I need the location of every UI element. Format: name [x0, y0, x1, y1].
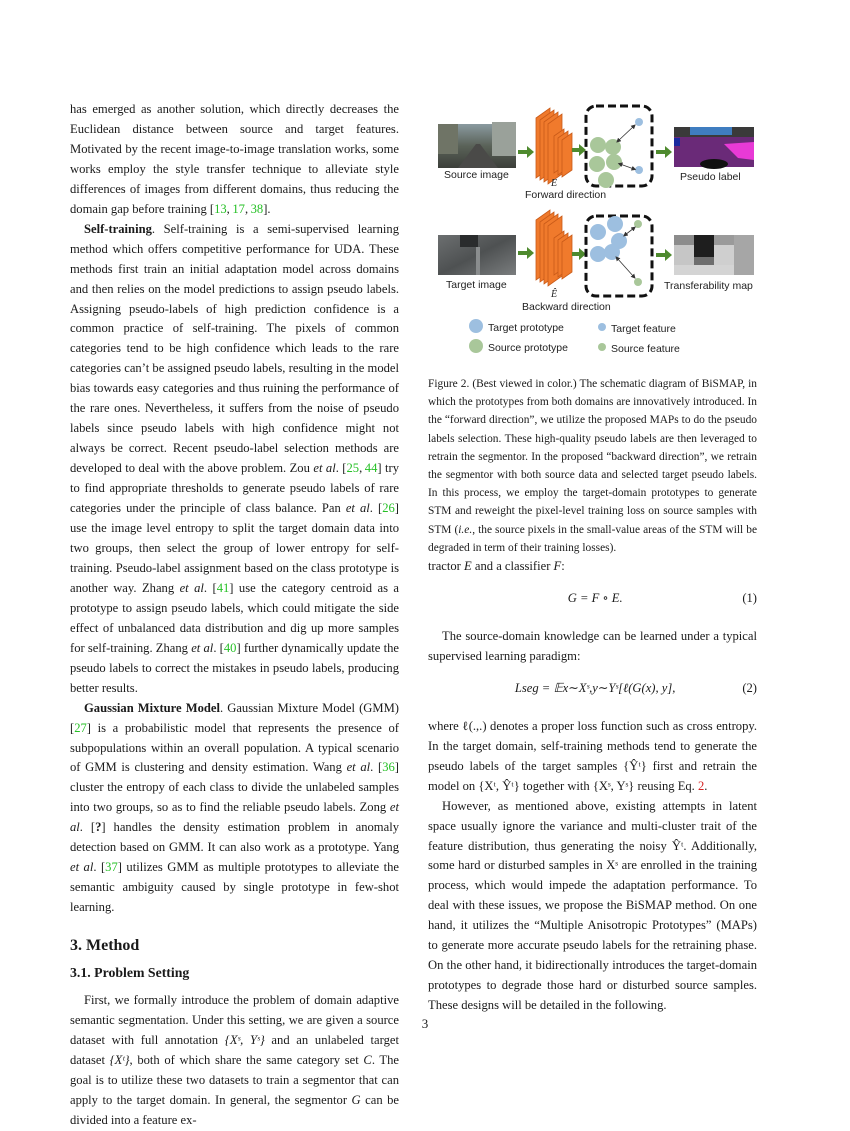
figure-2-diagram [428, 100, 757, 370]
citation-link[interactable]: 44 [364, 461, 378, 476]
transferability-map-thumbnail [674, 235, 754, 275]
citation-link[interactable]: 13 [214, 201, 227, 216]
equation-number: (1) [742, 590, 757, 605]
paragraph-gmm: Gaussian Mixture Model. Gaussian Mixture Model (GMM) [27] is a probabilistic model that represents the presence of subpopulations within an overall population. A typical scenario of GMM is clustering and density estimation. Wang et al. [36] cluster the entropy of each class to divide the unlabeled samples into two groups, so as to find the reliable pseudo labels. Zong et al. [?] handles the density estimation problem in anomaly detection based on GMM. It can also work as a prototype. Yang et al. [37] utilizes GMM as multiple prototypes to alleviate the semantic ambiguity caused by single prototype in few-shot learning. [70, 700, 399, 915]
citation-link[interactable]: 25 [346, 461, 360, 476]
right-column [428, 100, 757, 1016]
encoder-hat-label: Ê [551, 289, 558, 300]
source-image-label: Source image [444, 169, 509, 181]
paragraph-source-knowledge: The source-domain knowledge can be learned under a typical supervised learning paradigm: [428, 628, 757, 663]
paragraph-heading: Gaussian Mixture Model [84, 700, 220, 715]
equation-2 [428, 679, 757, 699]
bismap-schematic [428, 100, 768, 370]
paragraph-tractor: tractor E and a classifier F: [428, 559, 565, 574]
missing-citation: ? [95, 820, 102, 835]
legend-source-prototype: Source prototype [488, 342, 568, 354]
legend-source-feature-icon [598, 343, 606, 351]
equation-body: Lseg = 𝔼x∼Xˢ,y∼Yˢ[ℓ(G(x), y], [514, 680, 676, 695]
encoder-forward-icon [536, 108, 572, 184]
legend-target-prototype-icon [469, 319, 483, 333]
section-title: 3. Method [70, 937, 140, 955]
legend-target-feature: Target feature [611, 323, 676, 335]
paragraph-self-training: Self-training. Self-training is a semi-supervised learning method which offers competitive performance for UDA. These methods first train an initial adaptation model across domains and then relies on the model predictions to assign pseudo labels. Assigning pseudo-labels of high prediction confidence is a common practice of self-training. The pixels of common categories tend to be high confidence which leads to the rare categories can’t be assigned pseudo labels, resulting in the model bias towards easy categories and thus ruining the performance of the rare ones. Nevertheless, it suffers from the noise of pseudo labels since pseudo labels with high confidence might not always be correct. Recent pseudo-label selection methods are developed to deal with the above problem. Zou et al. [25, 44] try to find appropriate thresholds to generate pseudo labels of rare categories under the principle of class balance. Pan et al. [26] use the image level entropy to split the target domain data into two groups, then select the group of lower entropy for self-training. Pseudo-label assignment based on the class prototype is another way. Zhang et al. [41] use the category centroid as a prototype to assign pseudo labels, which could mitigate the side effect of unbalanced data distribution and dig up more samples for self-training. Zhang et al. [40] further dynamically update the pseudo labels to correct the mistakes in pseudo labels, producing better results. [70, 221, 399, 695]
paragraph-bismap-overview: However, as mentioned above, existing attempts in latent space usually ignore the variance and multi-cluster trait of the feature distribution, thus generating the noisy Ŷᵗ. Additionally, some hard or disturbed samples in Xˢ are enrolled in the training process, which would impede the adaptation performance. To deal with these issues, we propose the BiSMAP method. On one hand, it utilizes the “Multiple Anisotropic Prototypes” (MAPs) to generate more accurate pseudo labels for the retraining phase. On the other hand, it bidirectionally introduces the target-domain prototypes to degrade those hard or disturbed source samples. These designs will be detailed in the following. [428, 798, 757, 1013]
equation-number: (2) [742, 680, 757, 695]
transferability-map-label: Transferability map [664, 280, 753, 292]
page-number: 3 [421, 1016, 429, 1031]
encoder-backward-icon [536, 210, 572, 286]
citation-link[interactable]: 17 [232, 201, 245, 216]
subsection-title: 3.1. Problem Setting [70, 965, 190, 981]
backward-prototype-box [586, 216, 652, 296]
figure-caption: Figure 2. (Best viewed in color.) The schematic diagram of BiSMAP, in which the prototypes from both domains are innovatively introduced. In the “forward direction”, we utilize the proposed MAPs to do the pseudo labels selection. These high-quality pseudo labels are then leveraged to retrain the segmentor. In the proposed “backward direction”, we retrain the segmentor with both source data and selected target pseudo labels. In this process, we employ the target-domain prototypes to generate STM and reweight the pixel-level training loss on source samples with STM (i.e., the source pixels in the small-value areas of the STM will be degraded in term of their training losses). [428, 378, 757, 554]
equation-1 [428, 589, 757, 609]
citation-link[interactable]: 27 [74, 720, 87, 735]
legend-source-prototype-icon [469, 339, 483, 353]
left-column [70, 100, 399, 1131]
citation-link[interactable]: 38 [250, 201, 264, 216]
citation-link[interactable]: 26 [382, 501, 395, 516]
source-image-thumbnail [438, 122, 516, 168]
encoder-label: E [551, 178, 558, 189]
forward-direction-label: Forward direction [525, 189, 607, 201]
citation-link[interactable]: 37 [105, 860, 118, 875]
forward-prototype-box [586, 106, 652, 188]
paragraph-uda-style-transfer: has emerged as another solution, which directly decreases the Euclidean distance between source and target features. Motivated by the recent image-to-image translation works, some works employ the style transfer technique to alleviate style differences of images from different domains, thus reducing the domain gap before training [13, 17, 38]. [70, 102, 399, 216]
paragraph-loss-definition: where ℓ(.,.) denotes a proper loss function such as cross entropy. In the target domain, self-training methods tend to generate the pseudo labels of the target samples {Ŷᵗ} first and retrain the model on {Xᵗ, Ŷᵗ} together with {Xˢ, Yˢ} reusing Eq. 2. [428, 718, 757, 793]
pseudo-label-label: Pseudo label [680, 171, 741, 183]
citation-link[interactable]: 41 [216, 580, 230, 595]
citation-link[interactable]: 40 [223, 640, 237, 655]
citation-link[interactable]: 36 [382, 760, 395, 775]
legend-source-feature: Source feature [611, 343, 680, 355]
target-image-label: Target image [446, 279, 507, 291]
backward-direction-label: Backward direction [522, 301, 611, 313]
legend-target-prototype: Target prototype [488, 322, 564, 334]
pseudo-label-thumbnail [674, 127, 754, 169]
equation-ref-link[interactable]: 2 [697, 778, 705, 793]
paragraph-problem-setting: First, we formally introduce the problem of domain adaptive semantic segmentation. Under this setting, we are given a source dataset with full annotation {Xˢ, Yˢ} and an unlabeled target dataset {Xᵗ}, both of which share the same category set C. The goal is to utilize these two datasets to train a segmentor that can apply to the target domain. In general, the segmentor G can be divided into a feature ex- [70, 993, 399, 1127]
equation-body: G = F ∘ E. [567, 590, 623, 605]
legend-target-feature-icon [598, 323, 606, 331]
paragraph-heading: Self-training [84, 221, 152, 236]
target-image-thumbnail [438, 235, 516, 275]
